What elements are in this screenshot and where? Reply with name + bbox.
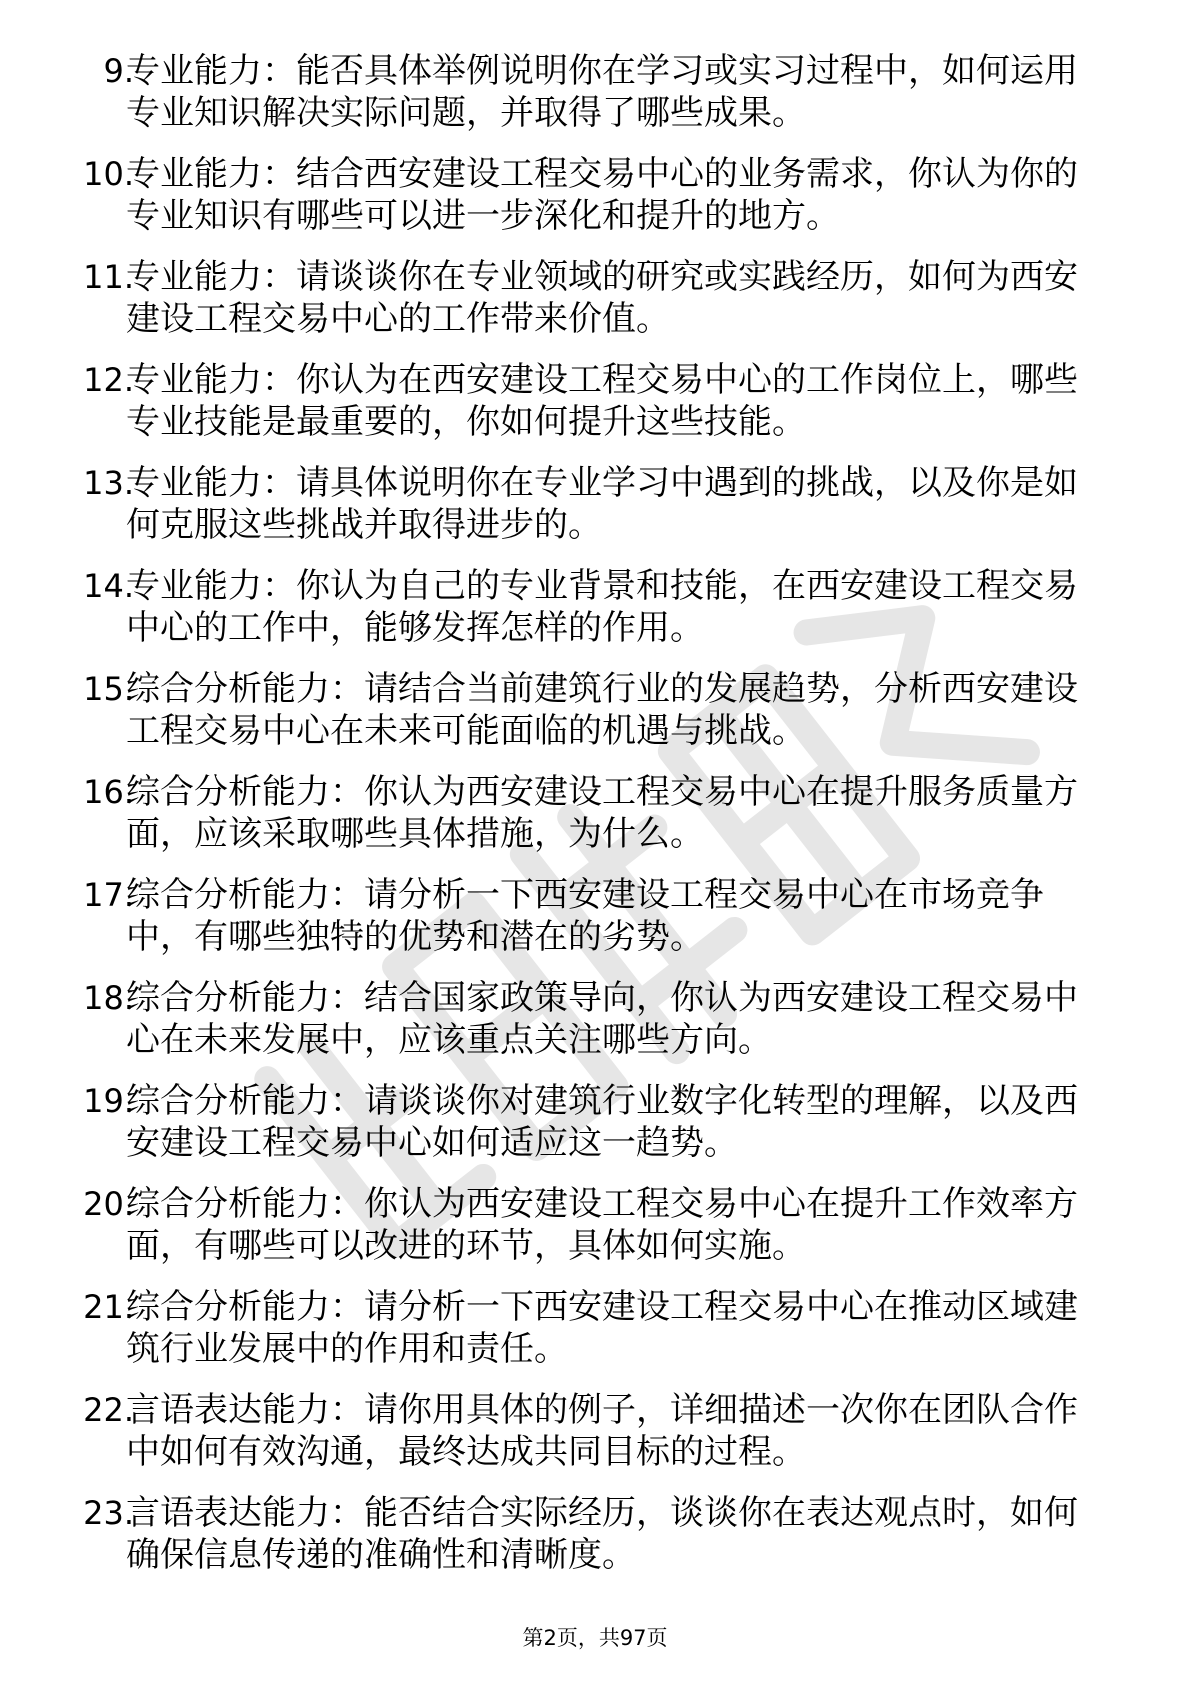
list-item-text (126, 977, 1126, 1061)
page-number: 第2页，共97页 (522, 1626, 668, 1650)
list-item-line: 言语表达能力：请你用具体的例子，详细描述一次你在团队合作 (126, 1390, 1078, 1430)
list-item-number: 11. (83, 258, 134, 296)
list-item-number: 10. (83, 155, 134, 193)
list-item-line: 面，应该采取哪些具体措施，为什么。 (126, 814, 704, 854)
list-item-number: 22. (83, 1391, 134, 1429)
list-item-line: 确保信息传递的准确性和清晰度。 (126, 1535, 636, 1575)
list-item-number: 21. (83, 1288, 134, 1326)
list-item-text (126, 874, 1126, 958)
list-item-text (126, 153, 1126, 237)
list-item-number: 17. (83, 876, 134, 914)
list-item-line: 中如何有效沟通，最终达成共同目标的过程。 (126, 1432, 806, 1472)
list-item-text (126, 668, 1126, 752)
list-item-line: 言语表达能力：能否结合实际经历，谈谈你在表达观点时，如何 (126, 1493, 1078, 1533)
list-item (0, 874, 1190, 977)
list-item-line: 心在未来发展中，应该重点关注哪些方向。 (126, 1020, 772, 1060)
list-item-number: 16. (83, 773, 134, 811)
list-item-line: 专业能力：请谈谈你在专业领域的研究或实践经历，如何为西安 (126, 257, 1078, 297)
list-item (0, 1286, 1190, 1389)
list-item-text (126, 771, 1126, 855)
list-item-line: 专业知识有哪些可以进一步深化和提升的地方。 (126, 196, 840, 236)
list-item-text (126, 1183, 1126, 1267)
list-item-line: 专业能力：你认为在西安建设工程交易中心的工作岗位上，哪些 (126, 360, 1078, 400)
list-item (0, 565, 1190, 668)
list-item-number: 20. (83, 1185, 134, 1223)
list-item-line: 综合分析能力：请结合当前建筑行业的发展趋势，分析西安建设 (126, 669, 1078, 709)
list-item-text (126, 256, 1126, 340)
list-item (0, 462, 1190, 565)
list-item-line: 专业知识解决实际问题，并取得了哪些成果。 (126, 93, 806, 133)
list-item (0, 1183, 1190, 1286)
list-item (0, 1080, 1190, 1183)
list-item (0, 1389, 1190, 1492)
list-item-line: 专业能力：你认为自己的专业背景和技能，在西安建设工程交易 (126, 566, 1078, 606)
list-item-line: 专业能力：请具体说明你在专业学习中遇到的挑战，以及你是如 (126, 463, 1078, 503)
list-item-text (126, 1389, 1126, 1473)
list-item-number: 23. (83, 1494, 134, 1532)
list-item (0, 50, 1190, 153)
list-item-text (126, 462, 1126, 546)
list-item-line: 综合分析能力：结合国家政策导向，你认为西安建设工程交易中 (126, 978, 1078, 1018)
list-item-number: 13. (83, 464, 134, 502)
list-item (0, 1492, 1190, 1595)
list-item-text (126, 565, 1126, 649)
list-item-text (126, 1080, 1126, 1164)
list-item-line: 筑行业发展中的作用和责任。 (126, 1329, 568, 1369)
list-item-line: 综合分析能力：你认为西安建设工程交易中心在提升工作效率方 (126, 1184, 1078, 1224)
list-item-line: 专业能力：结合西安建设工程交易中心的业务需求，你认为你的 (126, 154, 1078, 194)
list-item-number: 18. (83, 979, 134, 1017)
list-item (0, 359, 1190, 462)
list-item-line: 安建设工程交易中心如何适应这一趋势。 (126, 1123, 738, 1163)
list-item-text (126, 1286, 1126, 1370)
list-item-number: 9. (103, 52, 134, 90)
list-item (0, 256, 1190, 359)
list-item-line: 综合分析能力：你认为西安建设工程交易中心在提升服务质量方 (126, 772, 1078, 812)
question-list (0, 50, 1190, 1595)
list-item-number: 19. (83, 1082, 134, 1120)
list-item (0, 771, 1190, 874)
list-item (0, 668, 1190, 771)
list-item-line: 中，有哪些独特的优势和潜在的劣势。 (126, 917, 704, 957)
list-item-text (126, 50, 1126, 134)
list-item-line: 工程交易中心在未来可能面临的机遇与挑战。 (126, 711, 806, 751)
list-item-line: 专业技能是最重要的，你如何提升这些技能。 (126, 402, 806, 442)
list-item-line: 综合分析能力：请谈谈你对建筑行业数字化转型的理解，以及西 (126, 1081, 1078, 1121)
list-item-line: 专业能力：能否具体举例说明你在学习或实习过程中，如何运用 (126, 51, 1078, 91)
list-item-line: 综合分析能力：请分析一下西安建设工程交易中心在市场竞争 (126, 875, 1044, 915)
list-item-number: 15. (83, 670, 134, 708)
list-item-text (126, 359, 1126, 443)
list-item-line: 中心的工作中，能够发挥怎样的作用。 (126, 608, 704, 648)
list-item (0, 977, 1190, 1080)
list-item-line: 面，有哪些可以改进的环节，具体如何实施。 (126, 1226, 806, 1266)
list-item-number: 14. (83, 567, 134, 605)
list-item-line: 综合分析能力：请分析一下西安建设工程交易中心在推动区域建 (126, 1287, 1078, 1327)
list-item-text (126, 1492, 1126, 1576)
list-item (0, 153, 1190, 256)
list-item-number: 12. (83, 361, 134, 399)
list-item-line: 何克服这些挑战并取得进步的。 (126, 505, 602, 545)
list-item-line: 建设工程交易中心的工作带来价值。 (126, 299, 670, 339)
